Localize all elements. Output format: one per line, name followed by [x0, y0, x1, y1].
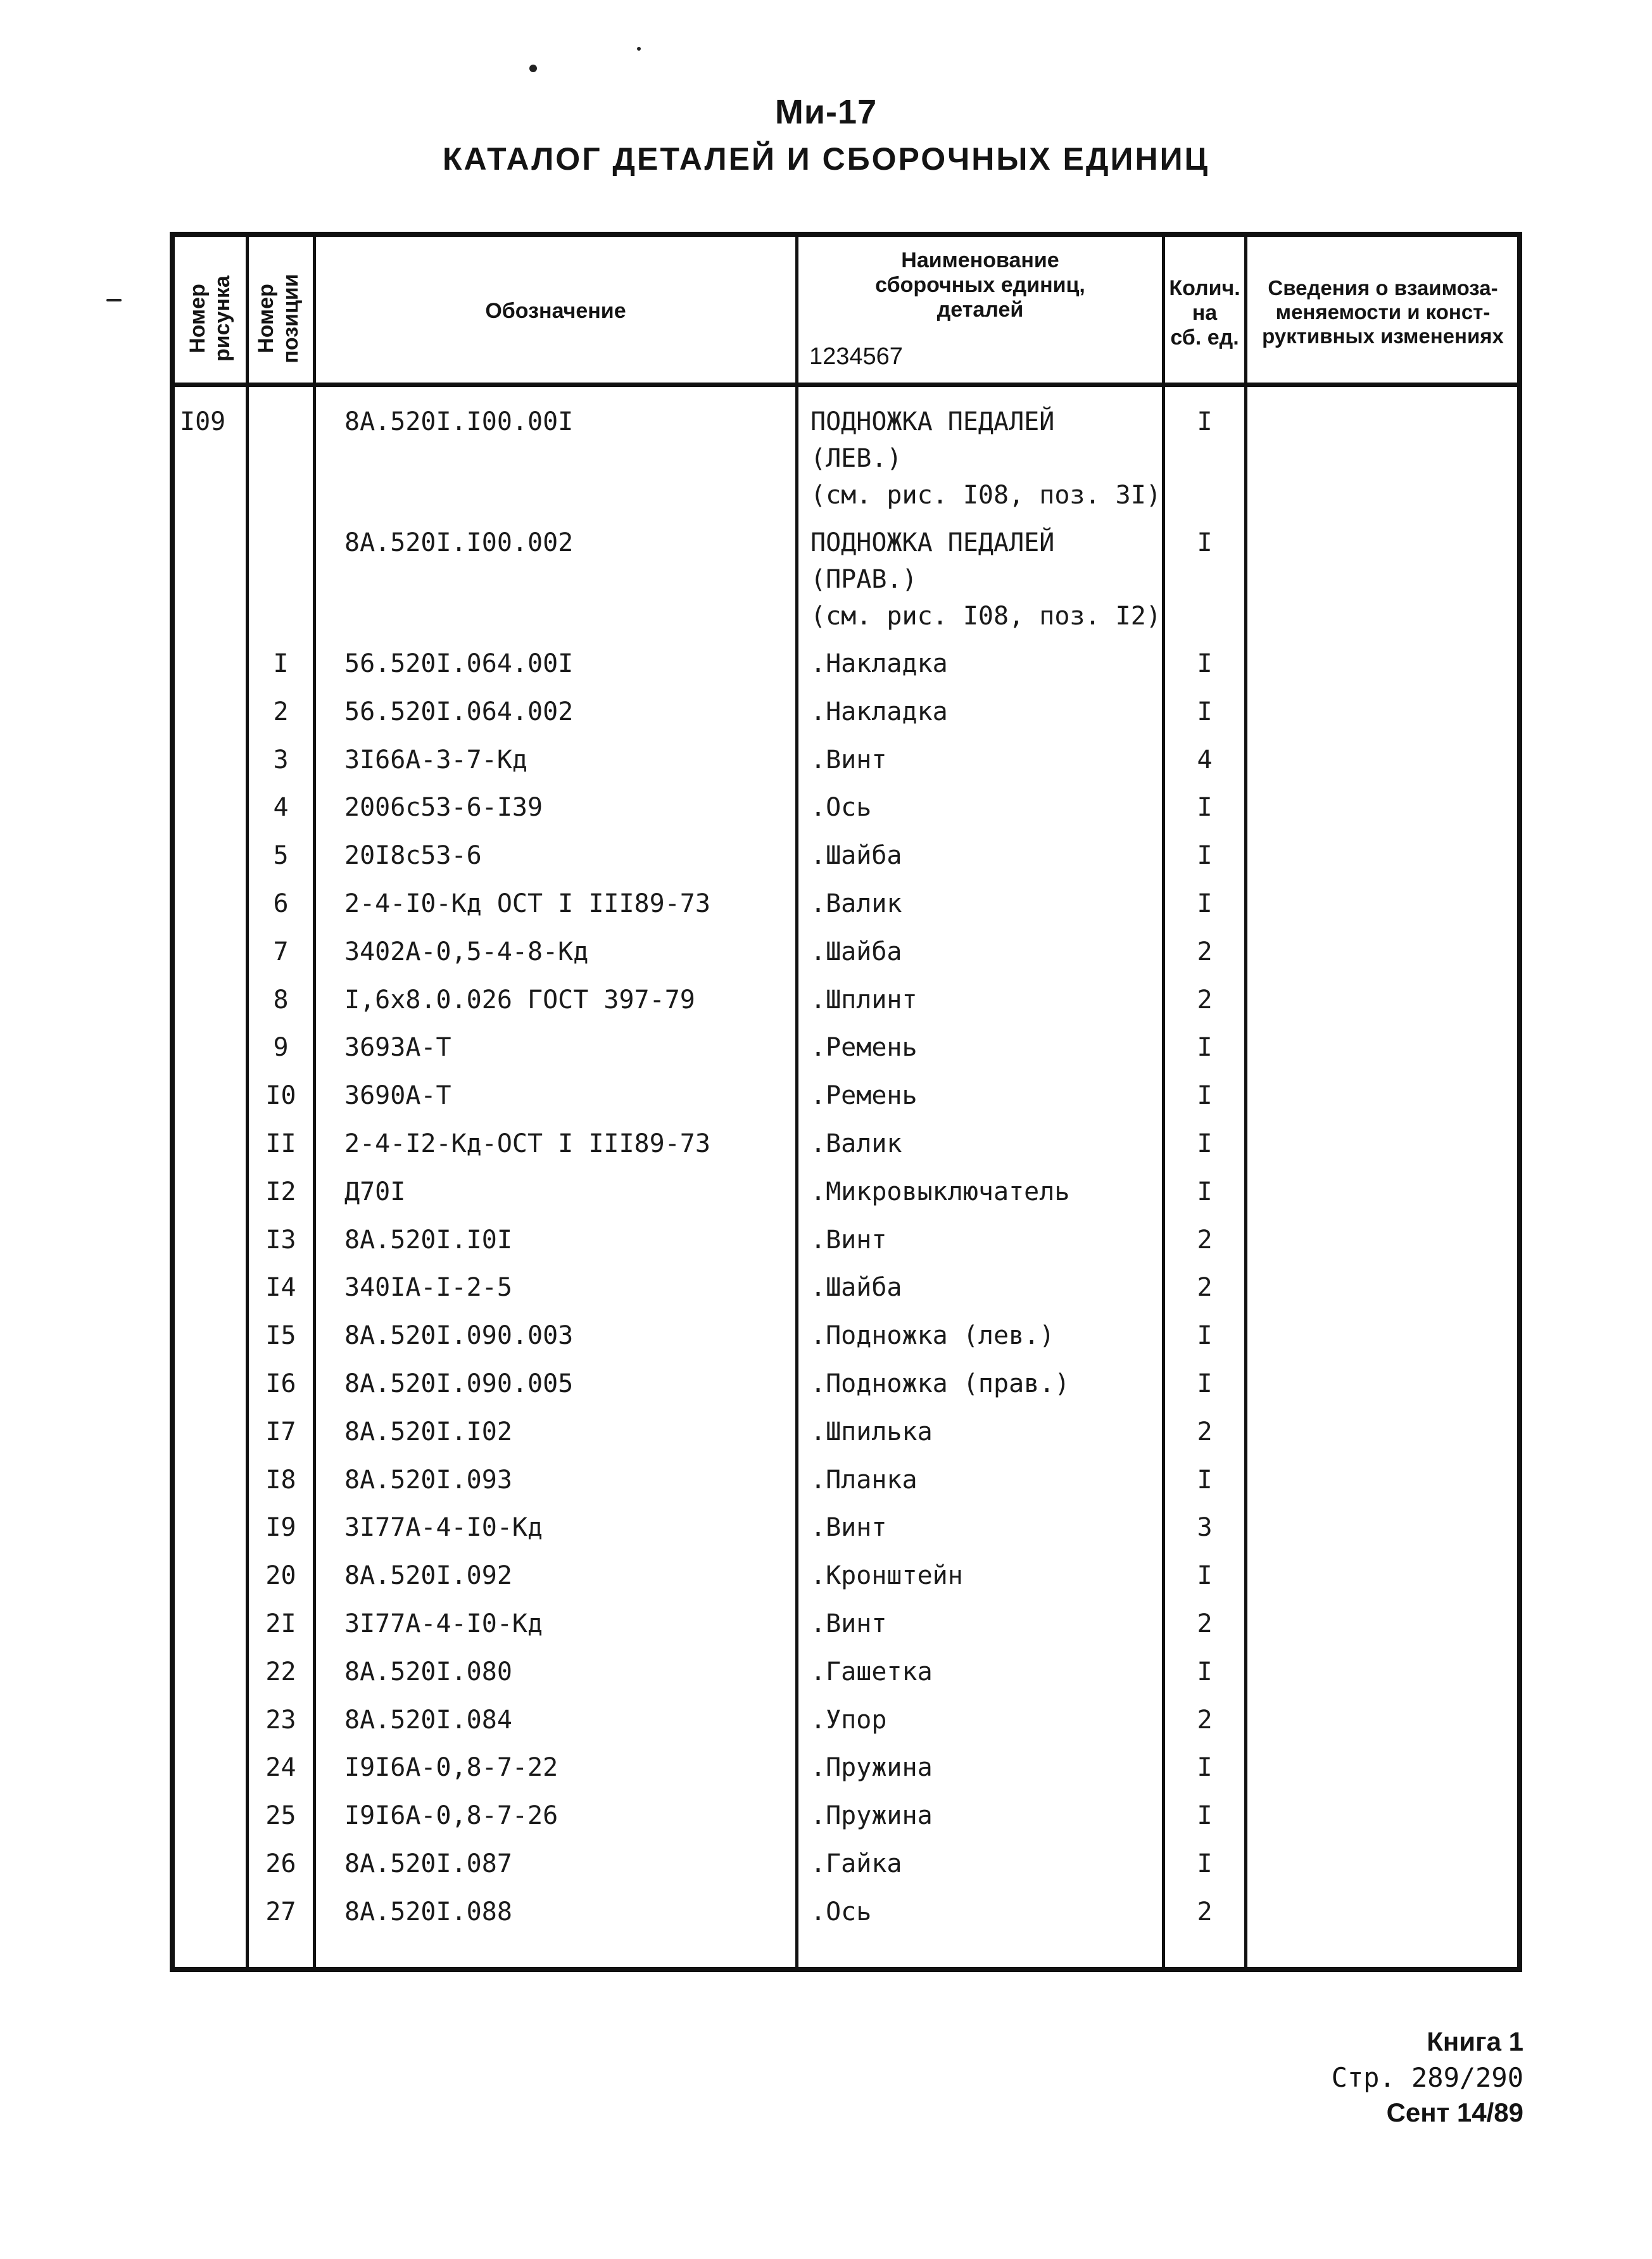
row-position-number: I5 — [265, 1321, 296, 1351]
row-name: .Подножка (прав.) — [810, 1369, 1070, 1398]
row-quantity: 2 — [1197, 1705, 1213, 1735]
row-position-number: 9 — [273, 1033, 289, 1063]
row-quantity: I — [1197, 407, 1213, 436]
header-interchangeability-line: руктивных изменениях — [1262, 324, 1504, 348]
row-position-number: 6 — [273, 889, 289, 918]
scan-speck — [529, 65, 537, 72]
document-title: КАТАЛОГ ДЕТАЛЕЙ И СБОРОЧНЫХ ЕДИНИЦ — [442, 141, 1210, 177]
row-position-number: I6 — [265, 1369, 296, 1398]
footer-date: Сент 14/89 — [1386, 2098, 1523, 2127]
row-name: .Винт — [810, 745, 887, 775]
row-designation: 3402A-0,5-4-8-Кд — [344, 937, 589, 966]
row-quantity: 2 — [1197, 1225, 1213, 1255]
row-designation: 2-4-I2-Кд-ОСТ I III89-73 — [344, 1129, 710, 1158]
header-figure-number-line: Номер — [186, 284, 210, 353]
row-quantity: I — [1197, 1849, 1213, 1878]
row-quantity: I — [1197, 1129, 1213, 1158]
row-designation: 8A.520I.I00.002 — [344, 528, 574, 557]
row-position-number: I3 — [265, 1225, 296, 1255]
row-position-number: 26 — [265, 1849, 296, 1878]
row-position-number: 8 — [273, 985, 289, 1015]
row-position-number: I0 — [265, 1081, 296, 1111]
row-designation: 20I8c53-6 — [344, 841, 482, 871]
row-name: (см. рис. I08, поз. I2) — [810, 602, 1161, 631]
row-position-number: 2I — [265, 1609, 296, 1638]
row-quantity: I — [1197, 1369, 1213, 1398]
row-designation: 56.520I.064.00I — [344, 649, 574, 678]
header-figure-number-line: рисунка — [210, 275, 235, 362]
row-designation: 8A.520I.090.003 — [344, 1321, 574, 1351]
footer-page: Стр. 289/290 — [1331, 2062, 1523, 2093]
header-name-code: 1234567 — [809, 343, 903, 370]
column-divider — [795, 237, 798, 1967]
row-quantity: I — [1197, 1753, 1213, 1783]
row-position-number: II — [265, 1129, 296, 1158]
row-position-number: I7 — [265, 1417, 296, 1446]
row-name: ПОДНОЖКА ПЕДАЛЕЙ — [810, 407, 1055, 436]
row-quantity: 2 — [1197, 1417, 1213, 1446]
row-name: (ЛЕВ.) — [810, 444, 902, 473]
row-position-number: 20 — [265, 1561, 296, 1591]
header-separator — [175, 383, 1517, 387]
row-position-number: I8 — [265, 1465, 296, 1495]
row-designation: 3I77A-4-I0-Кд — [344, 1513, 543, 1543]
document-model: Ми-17 — [774, 93, 878, 131]
row-designation: 8A.520I.087 — [344, 1849, 512, 1878]
scan-speck — [637, 47, 641, 51]
row-name: .Накладка — [810, 697, 948, 726]
row-designation: 8A.520I.088 — [344, 1897, 512, 1927]
header-name — [798, 248, 1162, 322]
row-name: .Ось — [810, 793, 872, 823]
row-position-number: 24 — [265, 1753, 296, 1783]
row-name: .Планка — [810, 1465, 917, 1495]
footer-book: Книга 1 — [1427, 2027, 1523, 2056]
row-name: .Валик — [810, 1129, 902, 1158]
row-position-number: 27 — [265, 1897, 296, 1927]
row-designation: 8A.520I.I00.00I — [344, 407, 574, 436]
row-position-number: 2 — [273, 697, 289, 726]
row-quantity: I — [1197, 1657, 1213, 1686]
row-quantity: 2 — [1197, 1897, 1213, 1927]
header-interchangeability-line: Сведения о взаимоза- — [1268, 276, 1498, 300]
row-quantity: I — [1197, 1801, 1213, 1831]
row-designation: 8A.520I.I02 — [344, 1417, 512, 1446]
row-name: .Винт — [810, 1225, 887, 1255]
row-name: .Ремень — [810, 1033, 917, 1063]
header-quantity-line: сб. ед. — [1170, 326, 1239, 350]
row-quantity: I — [1197, 1465, 1213, 1495]
row-position-number: 23 — [265, 1705, 296, 1735]
row-position-number: I2 — [265, 1177, 296, 1206]
row-name: .Подножка (лев.) — [810, 1321, 1055, 1351]
header-position-number-line: Номер — [254, 284, 278, 353]
row-quantity: I — [1197, 1081, 1213, 1111]
row-name: ПОДНОЖКА ПЕДАЛЕЙ — [810, 528, 1055, 557]
parts-catalog-table — [170, 232, 1522, 1972]
header-interchangeability — [1247, 276, 1518, 348]
row-quantity: I — [1197, 841, 1213, 871]
header-position-number — [254, 249, 305, 388]
header-position-number-line: позиции — [279, 274, 303, 364]
header-name-line: деталей — [936, 298, 1024, 322]
row-designation: 8A.520I.092 — [344, 1561, 512, 1591]
row-position-number: 3 — [273, 745, 289, 775]
row-designation: 3I77A-4-I0-Кд — [344, 1609, 543, 1638]
row-quantity: 2 — [1197, 985, 1213, 1015]
row-designation: I9I6A-0,8-7-26 — [344, 1801, 558, 1831]
row-quantity: I — [1197, 1177, 1213, 1206]
row-name: .Гашетка — [810, 1657, 933, 1686]
row-quantity: I — [1197, 697, 1213, 726]
row-name: .Микровыключатель — [810, 1177, 1070, 1206]
row-quantity: I — [1197, 649, 1213, 678]
row-designation: 8A.520I.093 — [344, 1465, 512, 1495]
row-quantity: 4 — [1197, 745, 1213, 775]
row-name: .Ремень — [810, 1081, 917, 1111]
row-position-number: I9 — [265, 1513, 296, 1543]
row-name: .Ось — [810, 1897, 872, 1927]
row-designation: 3690A-T — [344, 1081, 451, 1111]
row-designation: 340IA-I-2-5 — [344, 1273, 512, 1303]
row-name: .Шпилька — [810, 1417, 933, 1446]
row-designation: 2-4-I0-Кд ОСТ I III89-73 — [344, 889, 710, 918]
scan-speck — [106, 299, 122, 301]
header-quantity — [1165, 276, 1244, 350]
column-divider — [313, 237, 316, 1967]
row-name: .Шайба — [810, 841, 902, 871]
row-position-number: 25 — [265, 1801, 296, 1831]
row-designation: 56.520I.064.002 — [344, 697, 574, 726]
row-name: .Винт — [810, 1609, 887, 1638]
row-designation: 3I66A-3-7-Кд — [344, 745, 527, 775]
header-interchangeability-line: меняемости и конст- — [1275, 300, 1491, 324]
row-quantity: I — [1197, 1033, 1213, 1063]
row-name: (ПРАВ.) — [810, 565, 917, 594]
row-name: .Валик — [810, 889, 902, 918]
row-position-number: 22 — [265, 1657, 296, 1686]
row-name: .Шайба — [810, 1273, 902, 1303]
row-quantity: I — [1197, 1321, 1213, 1351]
row-name: .Пружина — [810, 1753, 933, 1783]
row-quantity: I — [1197, 889, 1213, 918]
row-position-number: I4 — [265, 1273, 296, 1303]
row-designation: 8A.520I.I0I — [344, 1225, 512, 1255]
row-position-number: 7 — [273, 937, 289, 966]
row-designation: I9I6A-0,8-7-22 — [344, 1753, 558, 1783]
row-designation: 3693A-T — [344, 1033, 451, 1063]
row-quantity: 2 — [1197, 937, 1213, 966]
row-quantity: I — [1197, 1561, 1213, 1591]
row-designation: 2006c53-6-I39 — [344, 793, 543, 823]
row-quantity: 2 — [1197, 1273, 1213, 1303]
row-name: .Упор — [810, 1705, 887, 1735]
row-name: .Накладка — [810, 649, 948, 678]
row-designation: 8A.520I.090.005 — [344, 1369, 574, 1398]
row-name: .Пружина — [810, 1801, 933, 1831]
row-name: .Винт — [810, 1513, 887, 1543]
header-designation: Обозначение — [485, 299, 626, 323]
column-divider — [1244, 237, 1247, 1967]
header-figure-number — [186, 249, 236, 388]
header-name-line: сборочных единиц, — [875, 273, 1085, 298]
row-designation: I,6x8.0.026 ГОСТ 397-79 — [344, 985, 695, 1015]
row-name: .Кронштейн — [810, 1561, 963, 1591]
row-figure-number: I09 — [180, 407, 226, 436]
row-name: .Гайка — [810, 1849, 902, 1878]
row-position-number: 5 — [273, 841, 289, 871]
header-quantity-line: Колич. — [1169, 276, 1240, 300]
row-quantity: I — [1197, 793, 1213, 823]
row-designation: Д70I — [344, 1177, 406, 1206]
row-name: .Шайба — [810, 937, 902, 966]
row-designation: 8A.520I.084 — [344, 1705, 512, 1735]
row-quantity: 3 — [1197, 1513, 1213, 1543]
row-name: (см. рис. I08, поз. 3I) — [810, 481, 1161, 510]
header-name-line: Наименование — [901, 248, 1059, 272]
row-position-number: 4 — [273, 793, 289, 823]
row-name: .Шплинт — [810, 985, 917, 1015]
row-position-number: I — [273, 649, 289, 678]
row-designation: 8A.520I.080 — [344, 1657, 512, 1686]
row-quantity: 2 — [1197, 1609, 1213, 1638]
row-quantity: I — [1197, 528, 1213, 557]
header-quantity-line: на — [1192, 301, 1218, 326]
